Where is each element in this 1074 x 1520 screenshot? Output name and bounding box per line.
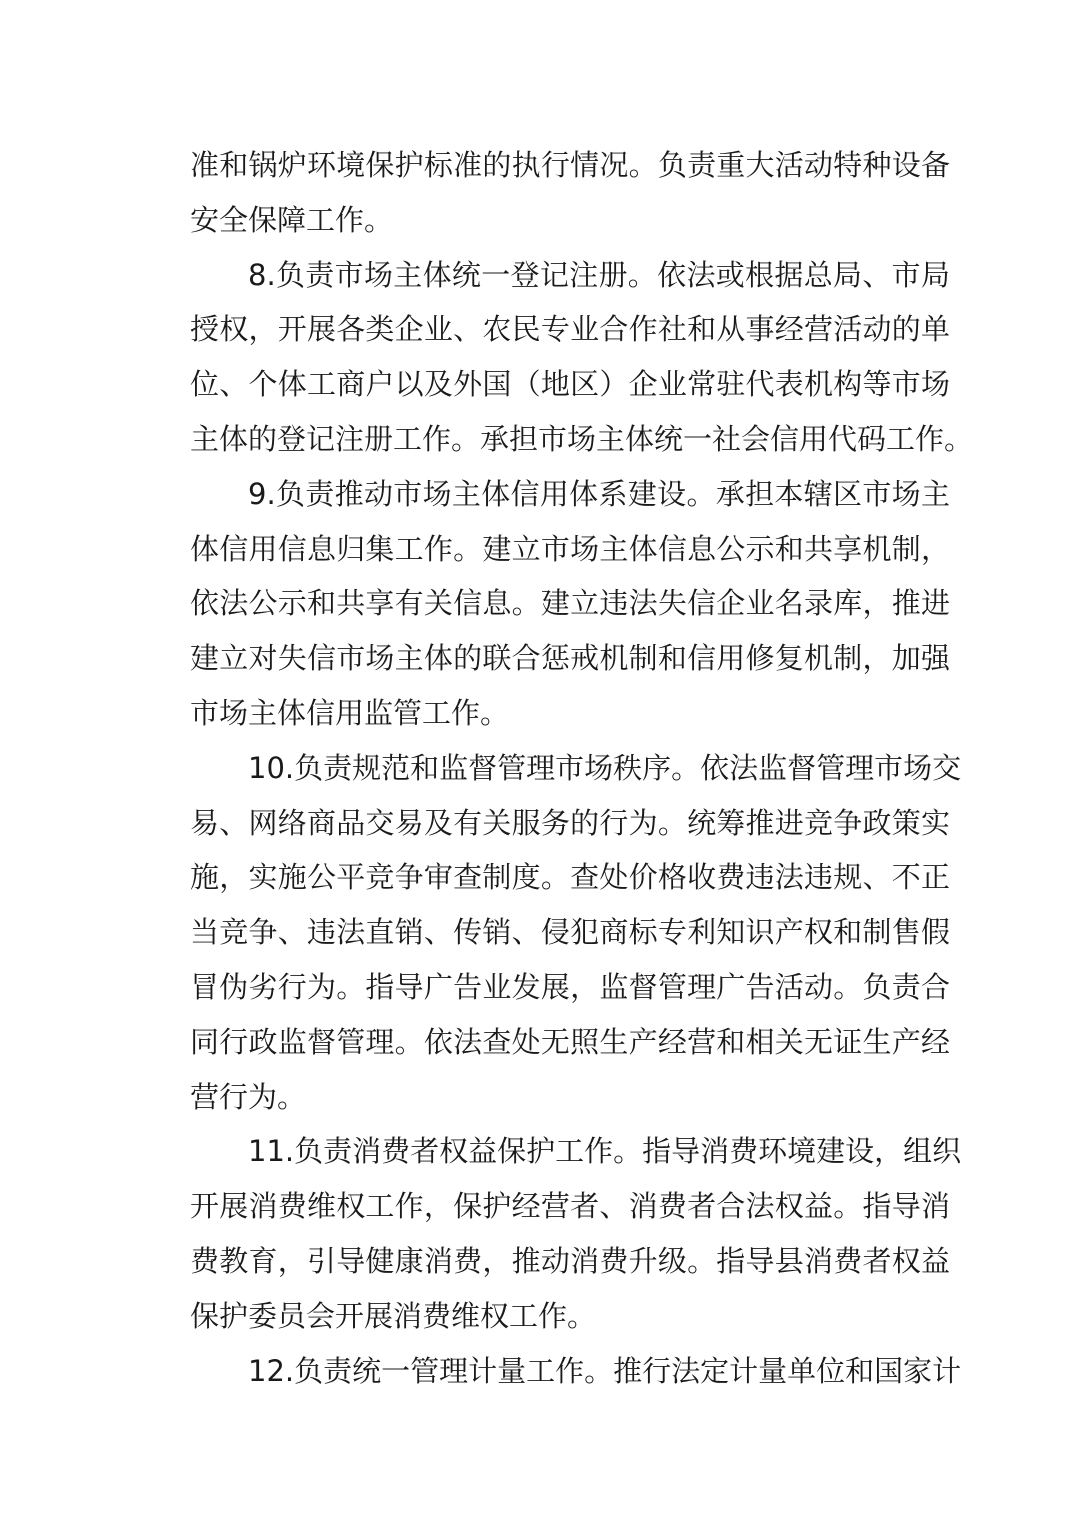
text-line: 施，实施公平竞争审查制度。查处价格收费违法违规、不正 <box>190 860 950 895</box>
paragraph-9-start: 9.负责推动市场主体信用体系建设。承担本辖区市场主 <box>248 476 950 511</box>
text-line: 授权，开展各类企业、农民专业合作社和从事经营活动的单 <box>190 312 950 347</box>
text-line: 市场主体信用监管工作。 <box>190 695 510 730</box>
text-line: 依法公示和共享有关信息。建立违法失信企业名录库，推进 <box>190 586 950 621</box>
document-body <box>190 138 974 1398</box>
paragraph-10-start: 10.负责规范和监督管理市场秩序。依法监督管理市场交 <box>248 750 962 785</box>
text-line: 保护委员会开展消费维权工作。 <box>190 1298 597 1333</box>
text-line: 营行为。 <box>190 1079 307 1114</box>
text-line: 安全保障工作。 <box>190 202 394 237</box>
text-line: 开展消费维权工作，保护经营者、消费者合法权益。指导消 <box>190 1189 950 1224</box>
paragraph-11-start: 11.负责消费者权益保护工作。指导消费环境建设，组织 <box>248 1134 962 1169</box>
text-line: 冒伪劣行为。指导广告业发展，监督管理广告活动。负责合 <box>190 969 950 1004</box>
text-line: 体信用信息归集工作。建立市场主体信息公示和共享机制， <box>190 531 950 566</box>
text-line: 建立对失信市场主体的联合惩戒机制和信用修复机制，加强 <box>190 641 950 676</box>
text-line: 当竞争、违法直销、传销、侵犯商标专利知识产权和制售假 <box>190 915 950 950</box>
paragraph-8-start: 8.负责市场主体统一登记注册。依法或根据总局、市局 <box>248 257 950 292</box>
text-line: 易、网络商品交易及有关服务的行为。统筹推进竞争政策实 <box>190 805 950 840</box>
text-line: 准和锅炉环境保护标准的执行情况。负责重大活动特种设备 <box>190 148 950 182</box>
text-line: 位、个体工商户以及外国（地区）企业常驻代表机构等市场 <box>190 367 950 402</box>
text-line: 费教育，引导健康消费，推动消费升级。指导县消费者权益 <box>190 1243 950 1278</box>
paragraph-12-start: 12.负责统一管理计量工作。推行法定计量单位和国家计 <box>248 1353 962 1388</box>
text-line: 主体的登记注册工作。承担市场主体统一社会信用代码工作。 <box>190 421 974 456</box>
text-line: 同行政监督管理。依法查处无照生产经营和相关无证生产经 <box>190 1024 950 1059</box>
